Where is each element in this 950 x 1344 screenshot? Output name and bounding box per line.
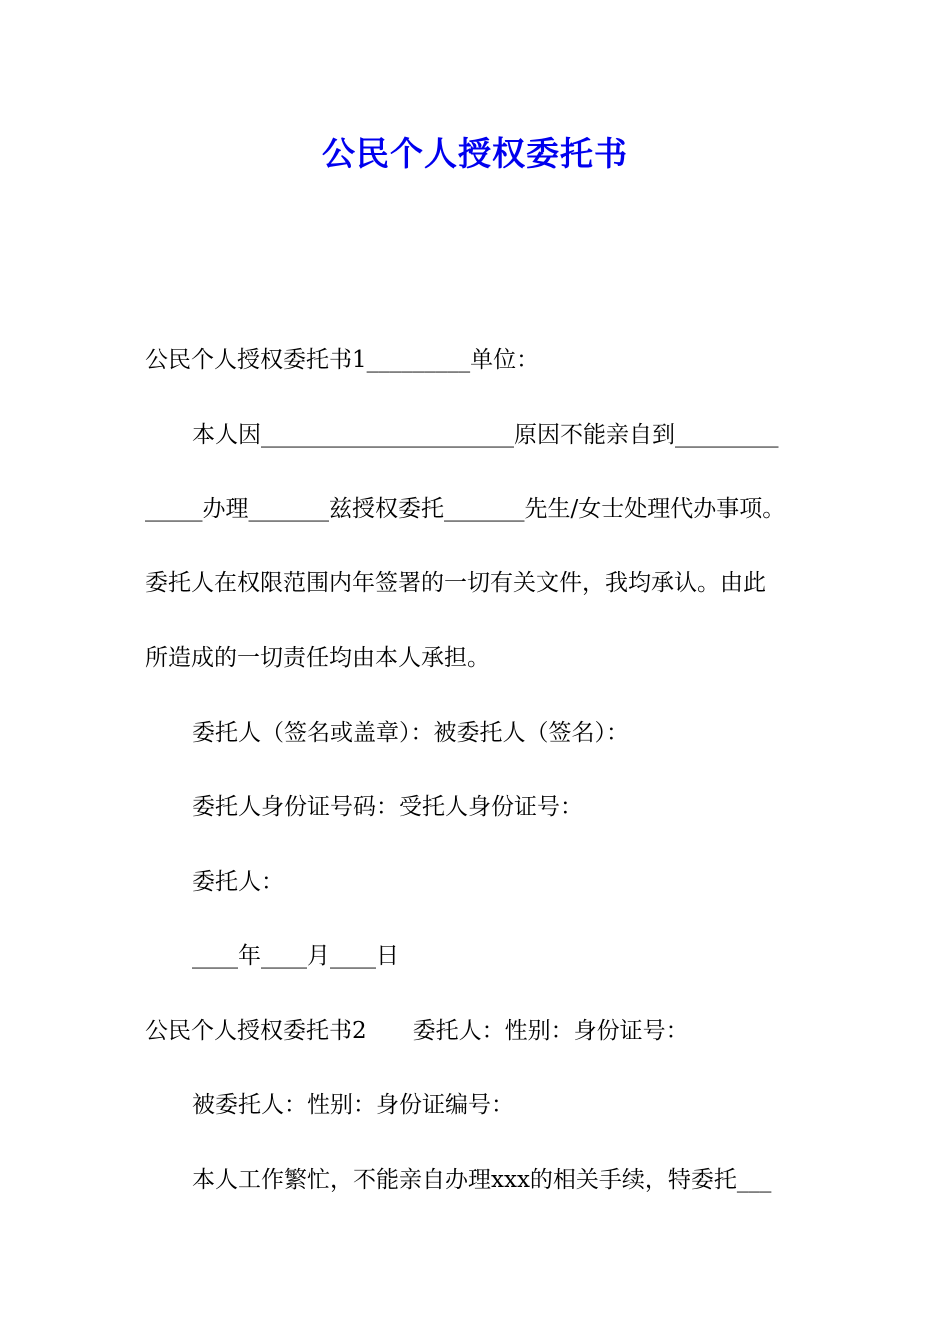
signature-line: 委托人（签名或盖章）：被委托人（签名）： bbox=[192, 720, 629, 746]
date-line: ____年____月____日 bbox=[192, 943, 399, 969]
paragraph-line-2: 本人因______________________原因不能亲自到_________ bbox=[192, 422, 779, 448]
id-number-line: 委托人身份证号码：受托人身份证号： bbox=[192, 794, 583, 820]
paragraph-line-3: _____办理_______兹授权委托_______先生/女士处理代办事项。 bbox=[145, 496, 786, 522]
agent-info-line: 被委托人：性别：身份证编号： bbox=[192, 1092, 514, 1118]
paragraph-line-4: 委托人在权限范围内年签署的一切有关文件，我均承认。由此 bbox=[145, 570, 766, 596]
paragraph-line-12: 本人工作繁忙，不能亲自办理xxx的相关手续，特委托___ bbox=[192, 1167, 772, 1193]
document-title: 公民个人授权委托书 bbox=[322, 134, 628, 173]
section-2-heading: 公民个人授权委托书2 委托人：性别：身份证号： bbox=[145, 1018, 689, 1044]
paragraph-line-5: 所造成的一切责任均由本人承担。 bbox=[145, 645, 490, 671]
paragraph-line-1: 公民个人授权委托书1_________单位： bbox=[145, 347, 540, 373]
principal-line: 委托人： bbox=[192, 869, 284, 895]
